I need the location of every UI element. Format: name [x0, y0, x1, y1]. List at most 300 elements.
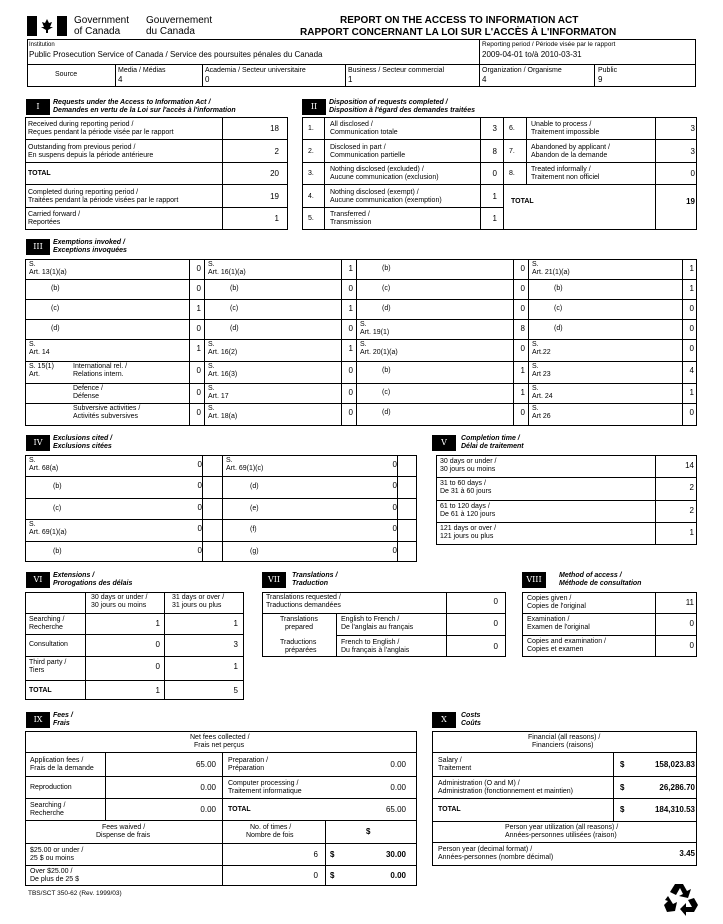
section-1-title-en: Requests under the Access to Information Act /: [53, 99, 211, 106]
media-value: 4: [118, 75, 123, 84]
section-9-title-fr: Frais: [53, 720, 70, 727]
gov-en-line1: Government: [74, 15, 130, 26]
s9-total-value: 65.00: [385, 805, 406, 814]
s4-col-divider: [222, 455, 223, 562]
s8-row-2-fr: Copies et examen: [527, 646, 584, 653]
section-8-number: VIII: [522, 572, 546, 588]
s5-row-2-value: 2: [689, 506, 694, 515]
s8-row-divider: [522, 613, 697, 614]
s3-c2-row-0-prefix: S.: [208, 261, 215, 268]
s7-prepared-en-2: prepared: [285, 624, 314, 631]
s7-prepared-fr-1: Traductions: [280, 639, 317, 646]
s8-row-0-value: 11: [685, 598, 694, 607]
s2-item-2-num: 2.: [308, 148, 314, 155]
s3-c4-row-2-value: 0: [689, 304, 694, 313]
s4-r-row-4-value: 0: [392, 546, 397, 555]
s10-admin-value: 26,286.70: [659, 783, 695, 792]
s3-c1-row-2-value: 1: [196, 304, 201, 313]
section-6-title-en: Extensions /: [53, 572, 95, 579]
s9-reproduction-value: 0.00: [200, 783, 216, 792]
s10-total-value: 184,310.53: [654, 805, 695, 814]
s4-r-row-1-label: (d): [250, 483, 259, 490]
section-4-number: IV: [26, 435, 50, 451]
s3-c3-row-0-label: (b): [382, 265, 391, 272]
academia-label: Academia / Secteur universitaire: [205, 67, 306, 74]
s10-salary-en: Salary /: [438, 757, 462, 764]
business-label: Business / Secteur commercial: [348, 67, 445, 74]
s1-total-label: TOTAL: [28, 170, 51, 177]
s3-c2-row-4-prefix: S.: [208, 341, 215, 348]
s4-l-row-2-value: 0: [197, 503, 202, 512]
s9-searching-fr: Recherche: [30, 810, 64, 817]
s3-c3-row-6-label: (c): [382, 389, 391, 396]
s3-c4-row-0-label: Art. 21(1)(a): [532, 269, 570, 276]
s3-c2-row-1-value: 0: [348, 284, 353, 293]
s4-l-row-0-value: 0: [197, 460, 202, 469]
s3-col-divider: [528, 259, 529, 426]
s4-value-divider: [397, 455, 398, 562]
s3-c4-row-6-value: 1: [689, 388, 694, 397]
s1-carried-fr: Reportées: [28, 219, 61, 226]
s1-outstanding-en: Outstanding from previous period /: [28, 144, 136, 151]
s3-c1-row-6-value: 0: [196, 388, 201, 397]
s10-total-label: TOTAL: [438, 806, 461, 813]
s10-total-dollar: $: [620, 805, 625, 814]
s3-c1-row-6-desc-fr: Défense: [73, 393, 100, 400]
s1-completed-en: Completed during reporting period /: [28, 189, 139, 196]
section-2-number: II: [302, 99, 326, 115]
s9-searching-value: 0.00: [200, 805, 216, 814]
s3-c3-row-1-value: 0: [520, 284, 525, 293]
s3-c3-row-6-value: 1: [520, 388, 525, 397]
s6-row-1-label: Consultation: [29, 641, 68, 648]
section-6-title-fr: Prorogations des délais: [53, 580, 133, 587]
media-label: Media / Médias: [118, 67, 166, 74]
s10-salary-fr: Traitement: [438, 765, 472, 772]
s8-row-2-value: 0: [689, 641, 694, 650]
s3-c1-row-1-label: (b): [51, 285, 60, 292]
s3-c4-row-4-label: Art.22: [532, 349, 551, 356]
s4-r-row-2-label: (e): [250, 505, 259, 512]
public-label: Public: [598, 67, 618, 74]
s3-c4-row-3-value: 0: [689, 324, 694, 333]
s2-item-1-value: 3: [492, 124, 497, 133]
s3-c2-row-0-label: Art. 16(1)(a): [208, 269, 246, 276]
s6-row-1-value-2: 3: [233, 640, 238, 649]
s2-item-3-en: Nothing disclosed (excluded) /: [330, 166, 424, 173]
s3-c1-row-4-prefix: S.: [29, 341, 36, 348]
s9-reproduction-label: Reproduction: [30, 784, 72, 791]
s3-c1-row-5-desc-en: International rel. /: [73, 363, 128, 370]
s6-row-0-value-2: 1: [233, 619, 238, 628]
s2-item-4-num: 4.: [308, 193, 314, 200]
s2-item-2-value: 8: [492, 147, 497, 156]
gov-fr-line2: du Canada: [146, 26, 195, 37]
gov-en-line2: of Canada: [74, 26, 121, 37]
s9-preparation-value: 0.00: [390, 760, 406, 769]
s3-c4-row-7-value: 0: [689, 408, 694, 417]
s5-row-3-en: 121 days or over /: [440, 525, 497, 532]
s2-item-8-value: 0: [690, 169, 695, 178]
s3-c2-row-7-label: Art. 18(a): [208, 413, 238, 420]
s6-row-3-value-1: 1: [155, 686, 160, 695]
section-4-title-en: Exclusions cited /: [53, 435, 113, 442]
s2-item-1-en: All disclosed /: [330, 121, 373, 128]
s3-c1-row-0-label: Art. 13(1)(a): [29, 269, 67, 276]
s5-row-divider: [436, 477, 697, 478]
s3-c4-row-7-prefix: S.: [532, 405, 539, 412]
s3-c2-row-6-label: Art. 17: [208, 393, 229, 400]
s8-row-1-value: 0: [689, 619, 694, 628]
s5-row-divider: [436, 500, 697, 501]
s3-c4-row-6-label: Art. 24: [532, 393, 553, 400]
s3-c3-row-5-label: (b): [382, 367, 391, 374]
s3-c2-row-6-value: 0: [348, 388, 353, 397]
s3-c1-row-3-value: 0: [196, 324, 201, 333]
s10-admin-fr: Administration (fonctionnement et maintien): [438, 788, 574, 795]
s4-l-row-3-label: Art. 69(1)(a): [29, 529, 67, 536]
s3-c4-row-2-label: (c): [554, 305, 563, 312]
section-2-title-fr: Disposition à l'égard des demandes traitées: [329, 107, 475, 114]
s9-net-en: Net fees collected /: [190, 734, 250, 741]
organization-value: 4: [482, 75, 487, 84]
s2-item-8-en: Treated informally /: [531, 166, 591, 173]
s9-dollar-header: $: [366, 827, 371, 836]
s9-computer-fr: Traitement informatique: [228, 788, 302, 795]
s4-r-row-0-value: 0: [392, 460, 397, 469]
s1-total-value: 20: [270, 169, 279, 178]
s10-admin-dollar: $: [620, 783, 625, 792]
s3-c4-row-1-label: (b): [554, 285, 563, 292]
s7-prepared-en-1: Translations: [280, 616, 318, 623]
s10-person-year-value: 3.45: [679, 849, 695, 858]
s6-col1-header-en: 30 days or under /: [91, 594, 148, 601]
s9-waived-1-dollar: $: [330, 850, 335, 859]
s3-c3-row-4-value: 0: [520, 344, 525, 353]
s9-waived-2-count: 0: [313, 871, 318, 880]
section-3-title-fr: Exceptions invoquées: [53, 247, 127, 254]
s6-col1-header-fr: 30 jours ou moins: [91, 602, 147, 609]
s8-row-0-en: Copies given /: [527, 595, 572, 602]
s7-fr-en-value: 0: [493, 642, 498, 651]
s3-c4-row-5-label: Art 23: [532, 371, 551, 378]
s6-row-0-en: Searching /: [29, 616, 65, 623]
s9-waived-1-fr: 25 $ ou moins: [30, 855, 74, 862]
section-7-title-fr: Traduction: [292, 580, 329, 587]
s3-c1-row-6-desc-en: Defence /: [73, 385, 103, 392]
s3-c2-row-3-value: 0: [348, 324, 353, 333]
s7-fr-en-fr: Du français à l'anglais: [341, 647, 410, 654]
section-3-number: III: [26, 239, 50, 255]
s9-net-fr: Frais net perçus: [194, 742, 245, 749]
s5-row-1-value: 2: [689, 483, 694, 492]
s3-c1-row-0-value: 0: [196, 264, 201, 273]
s5-row-divider: [436, 522, 697, 523]
s3-col-divider: [204, 259, 205, 426]
organization-label: Organization / Organisme: [482, 67, 562, 74]
s5-row-1-fr: De 31 à 60 jours: [440, 488, 492, 495]
section-4-title-fr: Exclusions citées: [53, 443, 112, 450]
s7-en-fr-fr: De l'anglais au français: [341, 624, 414, 631]
s9-waived-2-fr: De plus de 25 $: [30, 876, 80, 883]
s3-c1-row-4-value: 1: [196, 344, 201, 353]
s1-outstanding-value: 2: [274, 147, 279, 156]
s3-c3-row-7-label: (d): [382, 409, 391, 416]
s5-row-0-value: 14: [685, 461, 694, 470]
section-10-number: X: [432, 712, 456, 728]
s3-c1-row-7-desc-fr: Activités subversives: [73, 413, 138, 420]
section-2-title-en: Disposition of requests completed /: [329, 99, 448, 106]
s6-row-2-value-1: 0: [155, 662, 160, 671]
s3-c2-row-3-label: (d): [230, 325, 239, 332]
s3-c1-row-5-value: 0: [196, 366, 201, 375]
s3-row-divider: [25, 299, 697, 300]
s3-col-divider: [356, 259, 357, 426]
s3-c2-row-7-prefix: S.: [208, 405, 215, 412]
s1-outstanding-fr: En suspens depuis la période antérieure: [28, 152, 154, 159]
s2-total-label: TOTAL: [511, 198, 534, 205]
s3-c3-row-3-prefix: S.: [360, 321, 367, 328]
s3-c4-row-6-prefix: S.: [532, 385, 539, 392]
s4-r-row-0-prefix: S.: [226, 457, 233, 464]
s2-item-5-fr: Transmission: [330, 219, 372, 226]
s2-item-4-value: 1: [492, 192, 497, 201]
s1-completed-value: 19: [270, 192, 279, 201]
s2-item-5-value: 1: [492, 214, 497, 223]
s9-preparation-en: Preparation /: [228, 757, 269, 764]
s6-row-0-fr: Recherche: [29, 624, 63, 631]
s7-requested-en: Translations requested /: [266, 594, 341, 601]
s6-row-3-value-2: 5: [233, 686, 238, 695]
s2-item-3-num: 3.: [308, 170, 314, 177]
s3-c3-row-3-value: 8: [520, 324, 525, 333]
s4-row-divider: [25, 476, 417, 477]
institution-label: Institution: [29, 42, 55, 48]
s3-c3-row-7-value: 0: [520, 408, 525, 417]
s8-row-divider: [522, 635, 697, 636]
s5-value-divider: [655, 455, 656, 545]
s3-c1-row-7-value: 0: [196, 408, 201, 417]
s8-row-1-fr: Examen de l'original: [527, 624, 590, 631]
s3-c4-row-5-prefix: S.: [532, 363, 539, 370]
section-1-number: I: [26, 99, 50, 115]
s4-l-row-4-label: (b): [53, 548, 62, 555]
s3-c2-row-2-value: 1: [348, 304, 353, 313]
s3-c3-row-4-label: Art. 20(1)(a): [360, 349, 398, 356]
gov-fr-line1: Gouvernement: [146, 15, 213, 26]
s9-application-en: Application fees /: [30, 757, 84, 764]
s3-c2-row-1-label: (b): [230, 285, 239, 292]
s4-row-divider: [25, 541, 417, 542]
section-7-title-en: Translations /: [292, 572, 338, 579]
s3-c1-row-0-prefix: S.: [29, 261, 36, 268]
s3-c1-row-5-prefix: S. 15(1): [29, 363, 54, 370]
s5-row-2-fr: De 61 à 120 jours: [440, 511, 496, 518]
s10-financial-en: Financial (all reasons) /: [528, 734, 601, 741]
s9-waived-1-count: 6: [313, 850, 318, 859]
s4-l-row-1-label: (b): [53, 483, 62, 490]
s2-item-3-value: 0: [492, 169, 497, 178]
s3-c2-row-0-value: 1: [348, 264, 353, 273]
s2-item-7-en: Abandoned by applicant /: [531, 144, 611, 151]
s3-row-divider: [25, 339, 697, 340]
s2-total-value: 19: [686, 197, 695, 206]
s9-preparation-fr: Préparation: [228, 765, 265, 772]
s7-fr-en-en: French to English /: [341, 639, 400, 646]
s5-row-3-value: 1: [689, 528, 694, 537]
s3-row-divider: [25, 383, 697, 384]
s3-c4-row-4-prefix: S.: [532, 341, 539, 348]
period-label: Reporting period / Période visée par le rapport: [482, 41, 616, 48]
s10-person-year-decimal-en: Person year (decimal format) /: [438, 846, 533, 853]
s2-item-6-num: 6.: [509, 125, 515, 132]
s3-row-divider: [25, 319, 697, 320]
s4-r-row-1-value: 0: [392, 481, 397, 490]
s9-waived-2-en: Over $25.00 /: [30, 868, 73, 875]
s9-application-fr: Frais de la demande: [30, 765, 94, 772]
s4-l-row-2-label: (c): [53, 505, 62, 512]
s1-received-en: Received during reporting period /: [28, 121, 134, 128]
section-4-table: [25, 455, 417, 562]
s9-waived-fr: Dispense de frais: [96, 832, 151, 839]
s3-c1-row-5-desc-fr: Relations intern.: [73, 371, 124, 378]
s3-c3-row-5-value: 1: [520, 366, 525, 375]
s2-item-8-num: 8.: [509, 170, 515, 177]
s2-item-6-en: Unable to process /: [531, 121, 592, 128]
s4-r-row-2-value: 0: [392, 503, 397, 512]
s2-item-6-fr: Traitement impossible: [531, 129, 600, 136]
s3-c2-row-5-prefix: S.: [208, 363, 215, 370]
s3-row-divider: [25, 279, 697, 280]
s6-row-2-fr: Tiers: [29, 667, 45, 674]
s2-item-3-fr: Aucune communication (exclusion): [330, 174, 439, 181]
s9-searching-en: Searching /: [30, 802, 66, 809]
public-value: 9: [598, 75, 603, 84]
s9-computer-value: 0.00: [390, 783, 406, 792]
s3-c4-row-4-value: 0: [689, 344, 694, 353]
s3-row-divider: [25, 361, 697, 362]
s2-item-7-num: 7.: [509, 148, 515, 155]
s6-row-0-value-1: 1: [155, 619, 160, 628]
s10-person-year-decimal-fr: Années-personnes (nombre décimal): [438, 854, 554, 861]
s3-c2-row-4-value: 1: [348, 344, 353, 353]
s3-c3-row-1-label: (c): [382, 285, 391, 292]
section-10-title-en: Costs: [461, 712, 481, 719]
s9-times-fr: Nombre de fois: [246, 832, 294, 839]
s3-c3-row-3-label: Art. 19(1): [360, 329, 390, 336]
s10-person-year-fr: Années-personnes utilisées (raison): [505, 832, 617, 839]
s9-waived-2-dollar: $: [330, 871, 335, 880]
s6-col2-header-fr: 31 jours ou plus: [172, 602, 222, 609]
s4-r-row-4-label: (g): [250, 548, 259, 555]
s3-c2-row-6-prefix: S.: [208, 385, 215, 392]
s3-c1-row-3-label: (d): [51, 325, 60, 332]
s4-row-divider: [25, 498, 417, 499]
s2-item-5-en: Transferred /: [330, 211, 370, 218]
s2-item-7-value: 3: [690, 147, 695, 156]
s4-l-row-0-prefix: S.: [29, 457, 36, 464]
s6-row-3-label: TOTAL: [29, 687, 52, 694]
form-id: TBS/SCT 350-62 (Rev. 1999/03): [28, 890, 122, 897]
s1-completed-fr: Traitées pendant la période visées par le rapport: [28, 197, 179, 204]
s3-c2-row-4-label: Art. 16(2): [208, 349, 238, 356]
s1-carried-en: Carried forward /: [28, 211, 81, 218]
business-value: 1: [348, 75, 353, 84]
s3-c4-row-0-prefix: S.: [532, 261, 539, 268]
s7-prepared-fr-2: préparées: [285, 647, 317, 654]
s3-c2-row-5-value: 0: [348, 366, 353, 375]
s4-l-row-3-prefix: S.: [29, 521, 36, 528]
s4-r-row-3-label: (f): [250, 526, 257, 533]
s6-row-2-value-2: 1: [233, 662, 238, 671]
s3-c4-row-0-value: 1: [689, 264, 694, 273]
section-10-title-fr: Coûts: [461, 720, 481, 727]
section-9-title-en: Fees /: [53, 712, 73, 719]
s2-item-1-num: 1.: [308, 125, 314, 132]
section-8-title-fr: Méthode de consultation: [559, 580, 642, 587]
section-9-number: IX: [26, 712, 50, 728]
s4-l-row-3-value: 0: [197, 524, 202, 533]
s9-waived-1-value: 30.00: [385, 850, 406, 859]
s3-c4-row-7-label: Art 26: [532, 413, 551, 420]
section-6-number: VI: [26, 572, 50, 588]
s9-waived-1-en: $25.00 or under /: [30, 847, 84, 854]
s10-salary-dollar: $: [620, 760, 625, 769]
section-5-title-fr: Délai de traitement: [461, 443, 524, 450]
s4-l-row-0-label: Art. 68(a): [29, 465, 59, 472]
s7-en-fr-value: 0: [493, 619, 498, 628]
s3-row-divider: [25, 403, 697, 404]
s3-c2-row-2-label: (c): [230, 305, 239, 312]
s5-row-1-en: 31 to 60 days /: [440, 480, 486, 487]
s3-c2-row-7-value: 0: [348, 408, 353, 417]
section-7-number: VII: [262, 572, 286, 588]
report-title-fr: RAPPORT CONCERNANT LA LOI SUR L'ACCÈS À L'INFORMATON: [300, 27, 617, 38]
s5-row-0-en: 30 days or under /: [440, 458, 497, 465]
s10-admin-en: Administration (O and M) /: [438, 780, 520, 787]
s2-item-4-fr: Aucune communication (exemption): [330, 197, 442, 204]
s2-item-4-en: Nothing disclosed (exempt) /: [330, 189, 419, 196]
s2-item-6-value: 3: [690, 124, 695, 133]
section-8-title-en: Method of access /: [559, 572, 622, 579]
report-title-en: REPORT ON THE ACCESS TO INFORMATION ACT: [340, 15, 579, 26]
source-label: Source: [55, 71, 78, 78]
s6-row-2-en: Third party /: [29, 659, 67, 666]
s4-r-row-3-value: 0: [392, 524, 397, 533]
section-5-title-en: Completion time /: [461, 435, 520, 442]
s4-l-row-4-value: 0: [197, 546, 202, 555]
s8-row-1-en: Examination /: [527, 616, 570, 623]
s5-row-2-en: 61 to 120 days /: [440, 503, 490, 510]
recycle-icon: [661, 878, 701, 918]
s2-item-8-fr: Traitement non officiel: [531, 174, 600, 181]
s3-c3-row-2-value: 0: [520, 304, 525, 313]
s4-value-divider: [202, 455, 203, 562]
s8-row-2-en: Copies and examination /: [527, 638, 606, 645]
s10-financial-fr: Financiers (raisons): [532, 742, 594, 749]
s1-received-fr: Reçues pendant la période visée par le rapport: [28, 129, 174, 136]
s8-row-0-fr: Copies de l'original: [527, 603, 586, 610]
s2-item-7-fr: Abandon de la demande: [531, 152, 608, 159]
s2-item-5-num: 5.: [308, 215, 314, 222]
s7-requested-value: 0: [493, 597, 498, 606]
section-9-table: [25, 731, 417, 886]
s3-c4-row-5-value: 4: [689, 366, 694, 375]
s3-c3-row-2-label: (d): [382, 305, 391, 312]
s7-en-fr-en: English to French /: [341, 616, 400, 623]
s4-l-row-1-value: 0: [197, 481, 202, 490]
s3-c3-row-0-value: 0: [520, 264, 525, 273]
